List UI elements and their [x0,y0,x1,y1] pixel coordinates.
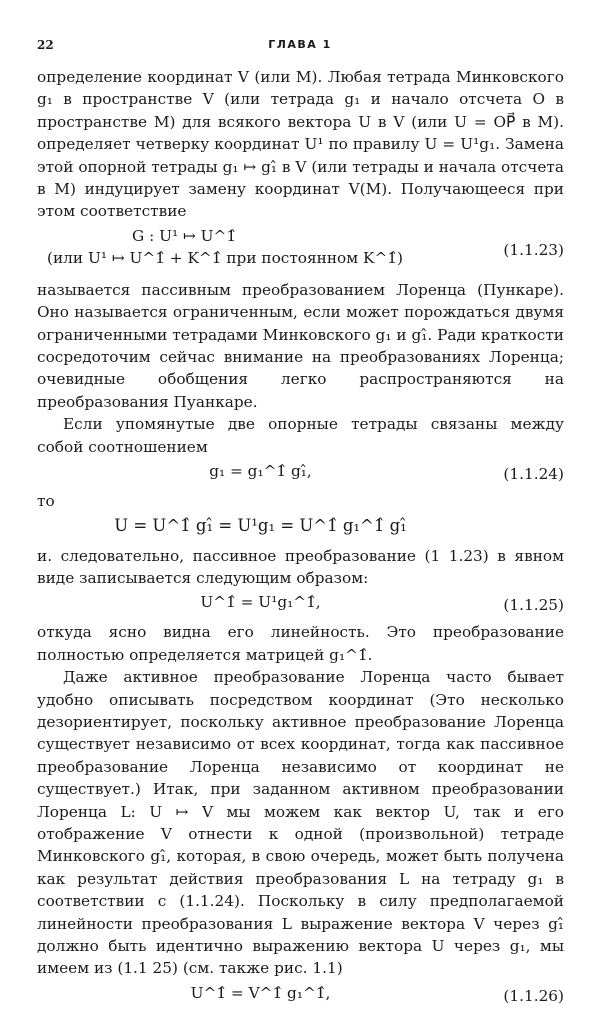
equation-1-1-23 [37,225,564,277]
equation-1-1-25 [37,591,564,619]
equation-number: (1.1.23) [503,240,564,259]
paragraph: то [37,492,55,511]
paragraph: называется пассивным преобразованием Лоренца (Пункаре). Оно называется ограниченным, если может порождаться двумя ограниченными тетрадами Минковского g₁ и g₁̂. Ради краткости сосредоточим сейчас внимание на преобразованиях Лоренца; очевидные обобщения легко распространяются на преобразования Пуанкаре. [37,280,564,411]
paragraph: и. следовательно, пассивное преобразование (1 1.23) в явном виде записывается следующим образом: [37,546,564,587]
equation-1-1-24 [37,460,564,488]
equation-line: (или U¹ ↦ U^1̂ + K^1̂ при постоянном K^1̂) [47,249,403,268]
equation-text: U^1̂ = U¹g₁^1̂, [200,593,321,612]
equation-1-1-26 [37,982,564,1010]
equation-line: G : U¹ ↦ U^1̂ [132,226,237,245]
equation-number: (1.1.26) [503,986,564,1005]
equation-number: (1.1.25) [503,596,564,615]
paragraph: Если упомянутые две опорные тетрады связаны между собой соотношением [37,415,564,456]
paragraph: Даже активное преобразование Лоренца часто бывает удобно описывать посредством координат (Это несколько дезориентирует, поскольку активное преобразование Лоренца существует независимо от всех координат, тогда как пассивное преобразование Лоренца независимо от координат не существует.) Итак, при заданном активном преобразовании Лоренца L: U ↦ V мы можем как вектор U, так и его отображение V отнести к одной (произвольной) тетраде Минковского g₁̂, которая, в свою очередь, может быть получена как результат действия преобразования L на тетраду g₁ в соответствии с (1.1.24). Поскольку в силу предполагаемой линейности преобразования L выражение вектора V через g₁̂ должно быть идентично выражению вектора U через g₁, мы имеем из (1.1 25) (см. также рис. 1.1) [37,668,564,978]
equation-text: U = U^1̂ g₁̂ = U¹g₁ = U^1̂ g₁^1̂ g₁̂ [114,515,407,535]
page-number: 22 [37,38,54,52]
paragraph: откуда ясно видна его линейность. Это преобразование полностью определяется матрицей g₁^1̂. [37,623,564,664]
equation-text: U^1̂ = V^1̂ g₁^1̂, [190,983,331,1002]
page-body [37,66,564,1012]
equation-number: (1.1.24) [503,465,564,484]
paragraph: определение координат V (или M). Любая тетрада Минковского g₁ в пространстве V (или тетрада g₁ и начало отсчета O в пространстве M) для всякого вектора U в V (или U = OP⃗ в M). определяет четверку координат U¹ по правилу U = U¹g₁. Замена этой опорной тетрады g₁ ↦ g₁̂ в V (или тетрады и начала отсчета в M) индуцирует замену координат V(M). Получающееся при этом соответствие [37,68,564,221]
equation-text: g₁ = g₁^1̂ g₁̂, [209,462,312,481]
chapter-title: ГЛАВА 1 [268,38,332,51]
page-header [37,34,563,54]
equation-unnumbered [37,515,564,543]
